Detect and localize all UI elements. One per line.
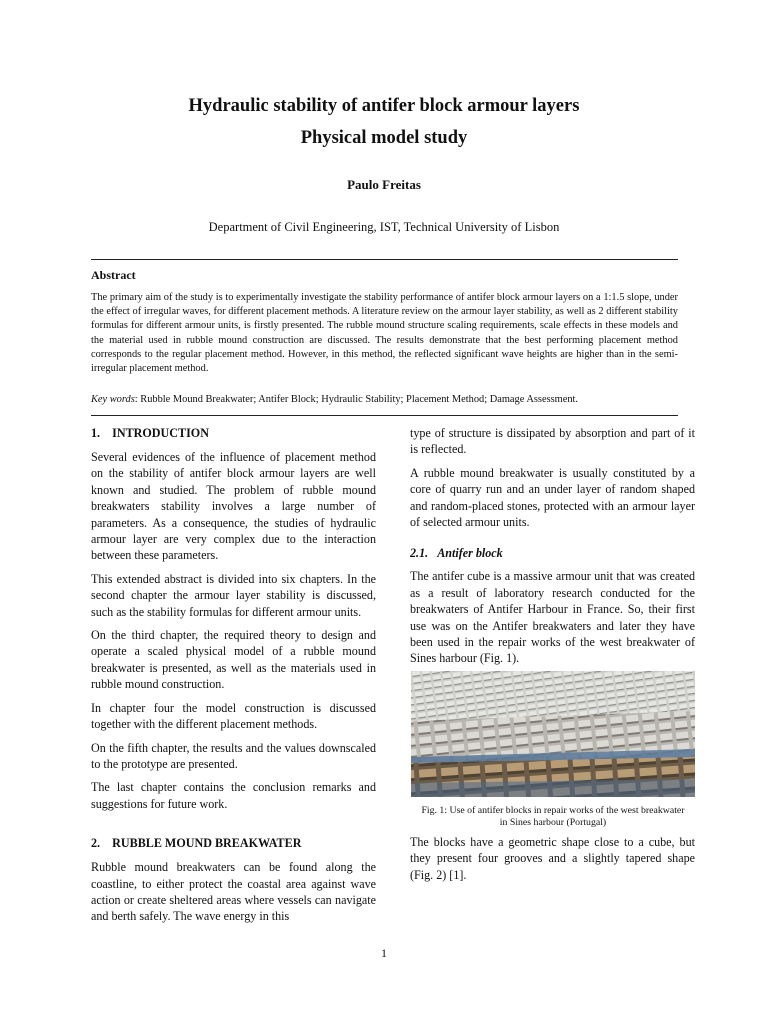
antifer-paragraph-1: The antifer cube is a massive armour unit that was created as a result of laboratory research conducted for the breakwaters of Antifer Harbour in France. So, their first use was on the Antifer breakwaters and later they have been used in the repair works of the west breakwater of Sines harbour (Fig. 1). bbox=[410, 569, 695, 666]
intro-paragraph-1: Several evidences of the influence of placement method on the stability of antifer block armour layers are well known and studied. The problem of rubble mound breakwaters stability involves a large number of parameters. As a consequence, the studies of hydraulic armour layer are very complex due to the interaction between these parameters. bbox=[91, 450, 376, 563]
affiliation: Department of Civil Engineering, IST, Technical University of Lisbon bbox=[208, 220, 560, 234]
paper-title-line2: Physical model study bbox=[300, 128, 468, 148]
page-number: 1 bbox=[381, 946, 387, 960]
intro-paragraph-5: On the fifth chapter, the results and the values downscaled to the prototype are presented. bbox=[91, 740, 376, 771]
breakwater-paragraph-3: A rubble mound breakwater is usually constituted by a core of quarry run and an under layer of random shaped and random-placed stones, protected with an armour layer of selected armour units. bbox=[410, 465, 695, 530]
abstract-heading: Abstract bbox=[91, 268, 136, 282]
figure-1-photo bbox=[411, 671, 695, 797]
keywords-label: Key words bbox=[91, 394, 135, 405]
abstract-text: The primary aim of the study is to experimentally investigate the stability performance of antifer block armour layers on a 1:1.5 slope, under the effect of irregular waves, for different placement methods. A literature review on the armour layer stability, as well as 2 different stability formulas for different armour units, is firstly presented. The rubble mound structure scaling requirements, scale effects in these models and the material used in rubble mound construction are discussed. The results demonstrate that the best performing placement method corresponds to the regular placement method. However, in this method, the reflected significant wave heights are higher than in the semi-irregular placement method. bbox=[91, 292, 678, 375]
intro-paragraph-3: On the third chapter, the required theory to design and operate a scaled physical model of a rubble mound breakwater is presented, as well as the materials used in rubble mound construction. bbox=[91, 628, 376, 692]
antifer-paragraph-2: The blocks have a geometric shape close to a cube, but they present four grooves and a slightly tapered shape (Fig. 2) [1]. bbox=[410, 835, 695, 882]
intro-paragraph-6: The last chapter contains the conclusion remarks and suggestions for future work. bbox=[91, 780, 376, 811]
intro-paragraph-4: In chapter four the model construction is discussed together with the different placement methods. bbox=[91, 700, 376, 732]
antifer-blocks-photo-image bbox=[411, 671, 695, 797]
left-column bbox=[91, 425, 376, 925]
figure-1-caption-line2: in Sines harbour (Portugal) bbox=[499, 817, 607, 828]
figure-1-caption bbox=[411, 805, 695, 829]
subsection-2-1-heading: 2.1. Antifer block bbox=[410, 546, 503, 561]
abstract-bottom-rule bbox=[91, 415, 678, 416]
breakwater-paragraph-2: type of structure is dissipated by absorption and part of it is reflected. bbox=[410, 426, 695, 457]
author-name: Paulo Freitas bbox=[347, 177, 421, 192]
section-1-heading: 1. INTRODUCTION bbox=[91, 426, 209, 440]
keywords bbox=[91, 393, 678, 407]
paper-title-line1: Hydraulic stability of antifer block armour layers bbox=[188, 96, 580, 116]
breakwater-paragraph-1: Rubble mound breakwaters can be found along the coastline, to either protect the coastal area against wave action or create sheltered areas where vessels can navigate and berth safely. The wave energy in this bbox=[91, 860, 376, 924]
right-column bbox=[410, 425, 695, 667]
abstract-top-rule bbox=[91, 259, 678, 260]
intro-paragraph-2: This extended abstract is divided into six chapters. In the second chapter the armour layer stability is discussed, such as the stability formulas for different armour units. bbox=[91, 571, 376, 619]
figure-1-caption-line1: Fig. 1: Use of antifer blocks in repair works of the west breakwater bbox=[421, 805, 685, 816]
right-column-lower bbox=[410, 834, 695, 883]
section-2-heading: 2. RUBBLE MOUND BREAKWATER bbox=[91, 836, 302, 851]
keywords-list: : Rubble Mound Breakwater; Antifer Block; Hydraulic Stability; Placement Method; Damage Assessment. bbox=[134, 394, 579, 405]
